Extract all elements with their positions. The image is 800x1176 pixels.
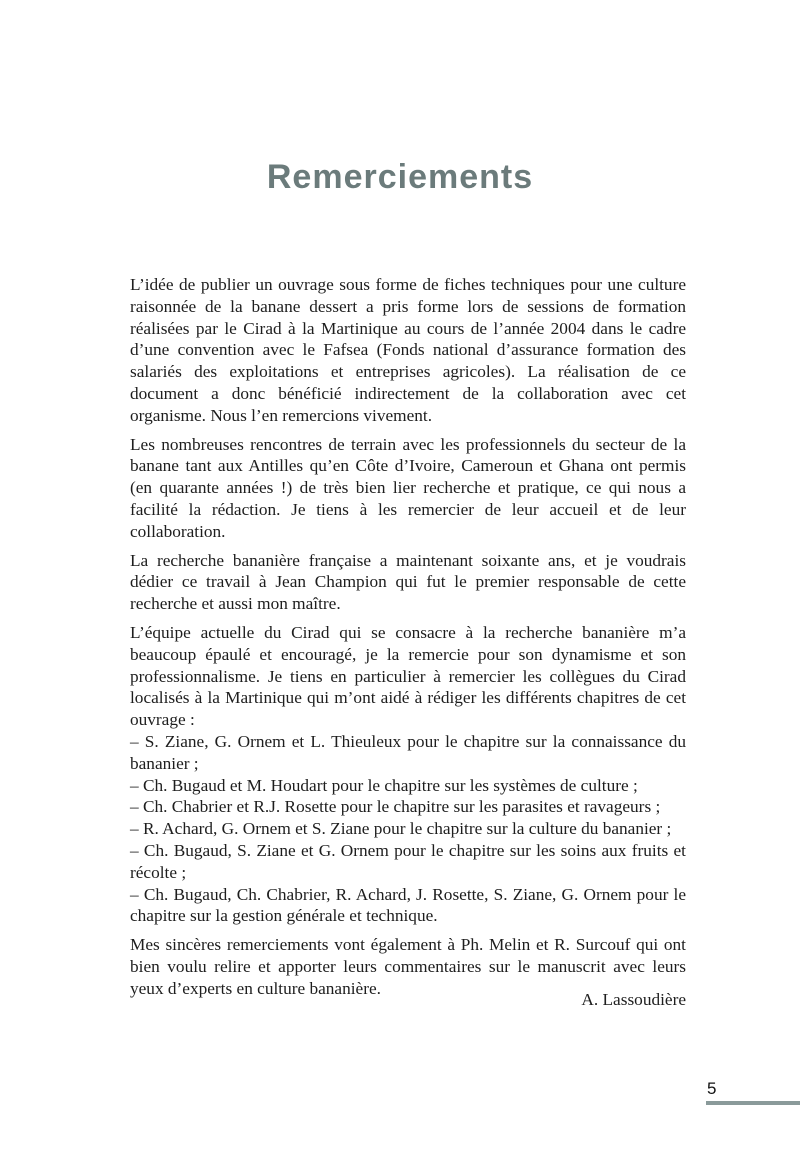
chapter-credits-list: [130, 731, 686, 927]
page-number: 5: [707, 1079, 717, 1098]
paragraph-dedication: La recherche bananière française a maintenant soixante ans, et je voudrais dédier ce travail à Jean Champion qui fut le premier responsable de cette recherche et aussi mon maître.: [130, 550, 686, 614]
list-item: – S. Ziane, G. Ornem et L. Thieuleux pour le chapitre sur la connaissance du bananier ;: [130, 731, 686, 773]
list-item: – Ch. Bugaud, Ch. Chabrier, R. Achard, J. Rosette, S. Ziane, G. Ornem pour le chapitre sur la gestion générale et technique.: [130, 884, 686, 926]
paragraph-fafsea: L’idée de publier un ouvrage sous forme de fiches techniques pour une culture raisonnée de la banane dessert a pris forme lors de sessions de formation réalisées par le Cirad à la Martinique au cours de l’année 2004 dans le cadre d’une convention avec le Fafsea (Fonds national d’assurance formation des salariés des exploitations et entreprises agricoles). La réalisation de ce document a donc bénéficié indirectement de la collaboration avec cet organisme. Nous l’en remercions vivement.: [130, 275, 686, 425]
paragraph-field-meetings: Les nombreuses rencontres de terrain avec les professionnels du secteur de la banane tant aux Antilles qu’en Côte d’Ivoire, Cameroun et Ghana ont permis (en quarante années !) de très bien lier recherche et pratique, ce qui nous a facilité la rédaction. Je tiens à les remercier de leur accueil et de leur collaboration.: [130, 434, 686, 541]
page-number-rule: [706, 1101, 800, 1105]
author-signature: A. Lassoudière: [581, 990, 686, 1009]
list-item: – R. Achard, G. Ornem et S. Ziane pour le chapitre sur la culture du bananier ;: [130, 819, 672, 839]
list-item: – Ch. Bugaud et M. Houdart pour le chapitre sur les systèmes de culture ;: [130, 775, 638, 795]
paragraph-closing: Mes sincères remerciements vont également à Ph. Melin et R. Surcouf qui ont bien voulu relire et apporter leurs commentaires sur le manuscrit avec leurs yeux d’experts en culture bananière.: [130, 935, 686, 998]
list-item: – Ch. Chabrier et R.J. Rosette pour le chapitre sur les parasites et ravageurs ;: [130, 797, 661, 817]
page-title: Remerciements: [266, 158, 534, 196]
acknowledgements-body: [130, 274, 686, 1007]
list-item: – Ch. Bugaud, S. Ziane et G. Ornem pour le chapitre sur les soins aux fruits et récolte ;: [130, 840, 686, 882]
paragraph-cirad-team: L’équipe actuelle du Cirad qui se consacre à la recherche bananière m’a beaucoup épaulé et encouragé, je la remercie pour son dynamisme et son professionnalisme. Je tiens en particulier à remercier les collègues du Cirad localisés à la Martinique qui m’ont aidé à rédiger les différents chapitres de cet ouvrage :: [130, 622, 686, 730]
